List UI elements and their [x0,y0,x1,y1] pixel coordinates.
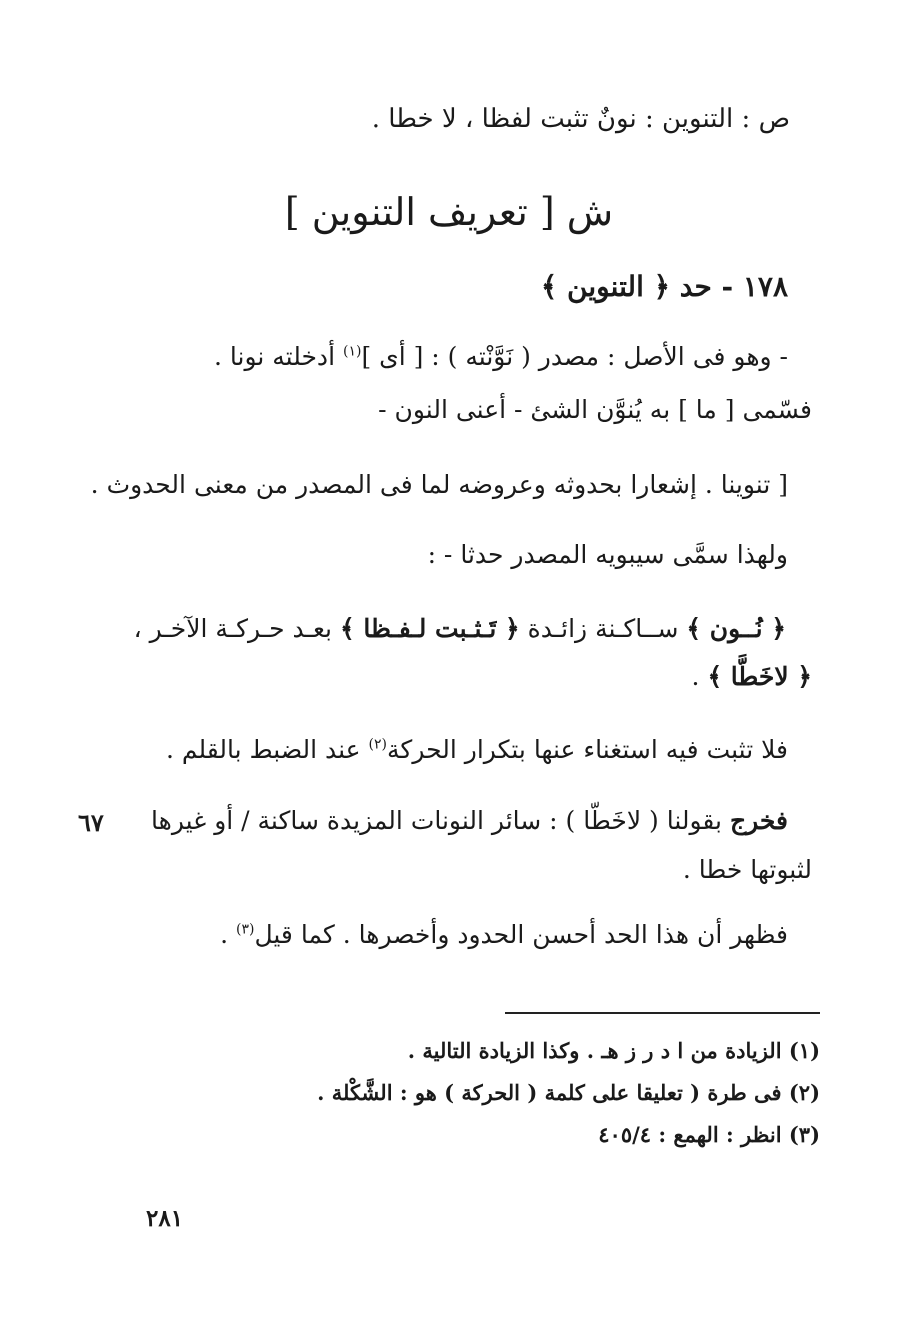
manuscript-folio-number: ٦٧ [78,808,104,837]
body-line-7 [166,735,788,764]
text-span: . [220,920,236,949]
section-heading: ش [ تعريف التنوين ] [284,190,614,234]
footnote-ref-2: (٢) [368,736,388,753]
body-line-6 [692,662,812,691]
text-span: - وهو فى الأصل : مصدر ( نَوَّنْته ) : [ أى ] [361,342,788,371]
body-line-10 [220,920,788,949]
text-span: بعـد حـركـة الآخـر ، [133,614,340,643]
footnote-ref-1: (١) [342,343,362,360]
section-term: ﴿ التنوين ﴾ [540,270,670,303]
text-span: عند الضبط بالقلم . [165,735,369,764]
text-span: فظهر أن هذا الحد أحسن الحدود وأخصرها . كما قيل [254,920,788,949]
body-line-4: ولهذا سمَّى سيبويه المصدر حدثا - : [427,540,788,569]
body-line-8 [151,806,788,835]
footnote-3: (٣) انظر : الهمع : ٤٠٥/٤ [598,1122,820,1147]
term-la-khatta: ﴿ لاخَطَّا ﴾ [707,662,812,691]
text-span: بقولنا ( لاخَطّا ) : سائر النونات المزيدة ساكنة / أو غيرها [151,806,730,835]
footnote-2: (٢) فى طرة ( تعليقا على كلمة ( الحركة ) هو : الشَّكْلة . [317,1080,820,1105]
matn-line: ص : التنوين : نونٌ تثبت لفظا ، لا خطا . [371,104,790,134]
footnote-1: (١) الزيادة من ا د ر ز هـ . وكذا الزيادة التالية . [407,1038,820,1063]
page-number: ٢٨١ [146,1205,184,1232]
text-span: . [691,662,708,691]
section-number: ١٧٨ - حد [679,270,788,303]
body-line-1 [214,342,788,371]
footnote-divider [505,1012,820,1014]
text-span: فلا تثبت فيه استغناء عنها بتكرار الحركة [387,735,788,764]
term-noon: ﴿ نُــون ﴾ [686,614,786,643]
text-span: أدخلته نونا . [213,342,343,371]
body-line-9: لثبوتها خطا . [682,855,812,884]
footnote-ref-3: (٣) [235,921,255,938]
body-line-3: [ تنوينا . إشعارا بحدوثه وعروضه لما فى المصدر من معنى الحدوث . [90,470,788,499]
text-span: ســاكـنة زائـدة [519,614,687,643]
term-tathbut: ﴿ تَـثـبت لـفـظا ﴾ [339,614,520,643]
section-title [541,270,788,303]
term-kharaja: فخرج [729,806,788,835]
body-line-5 [134,614,786,643]
body-line-2: فسّمى [ ما ] به يُنوَّن الشئ - أعنى النون - [378,395,812,424]
